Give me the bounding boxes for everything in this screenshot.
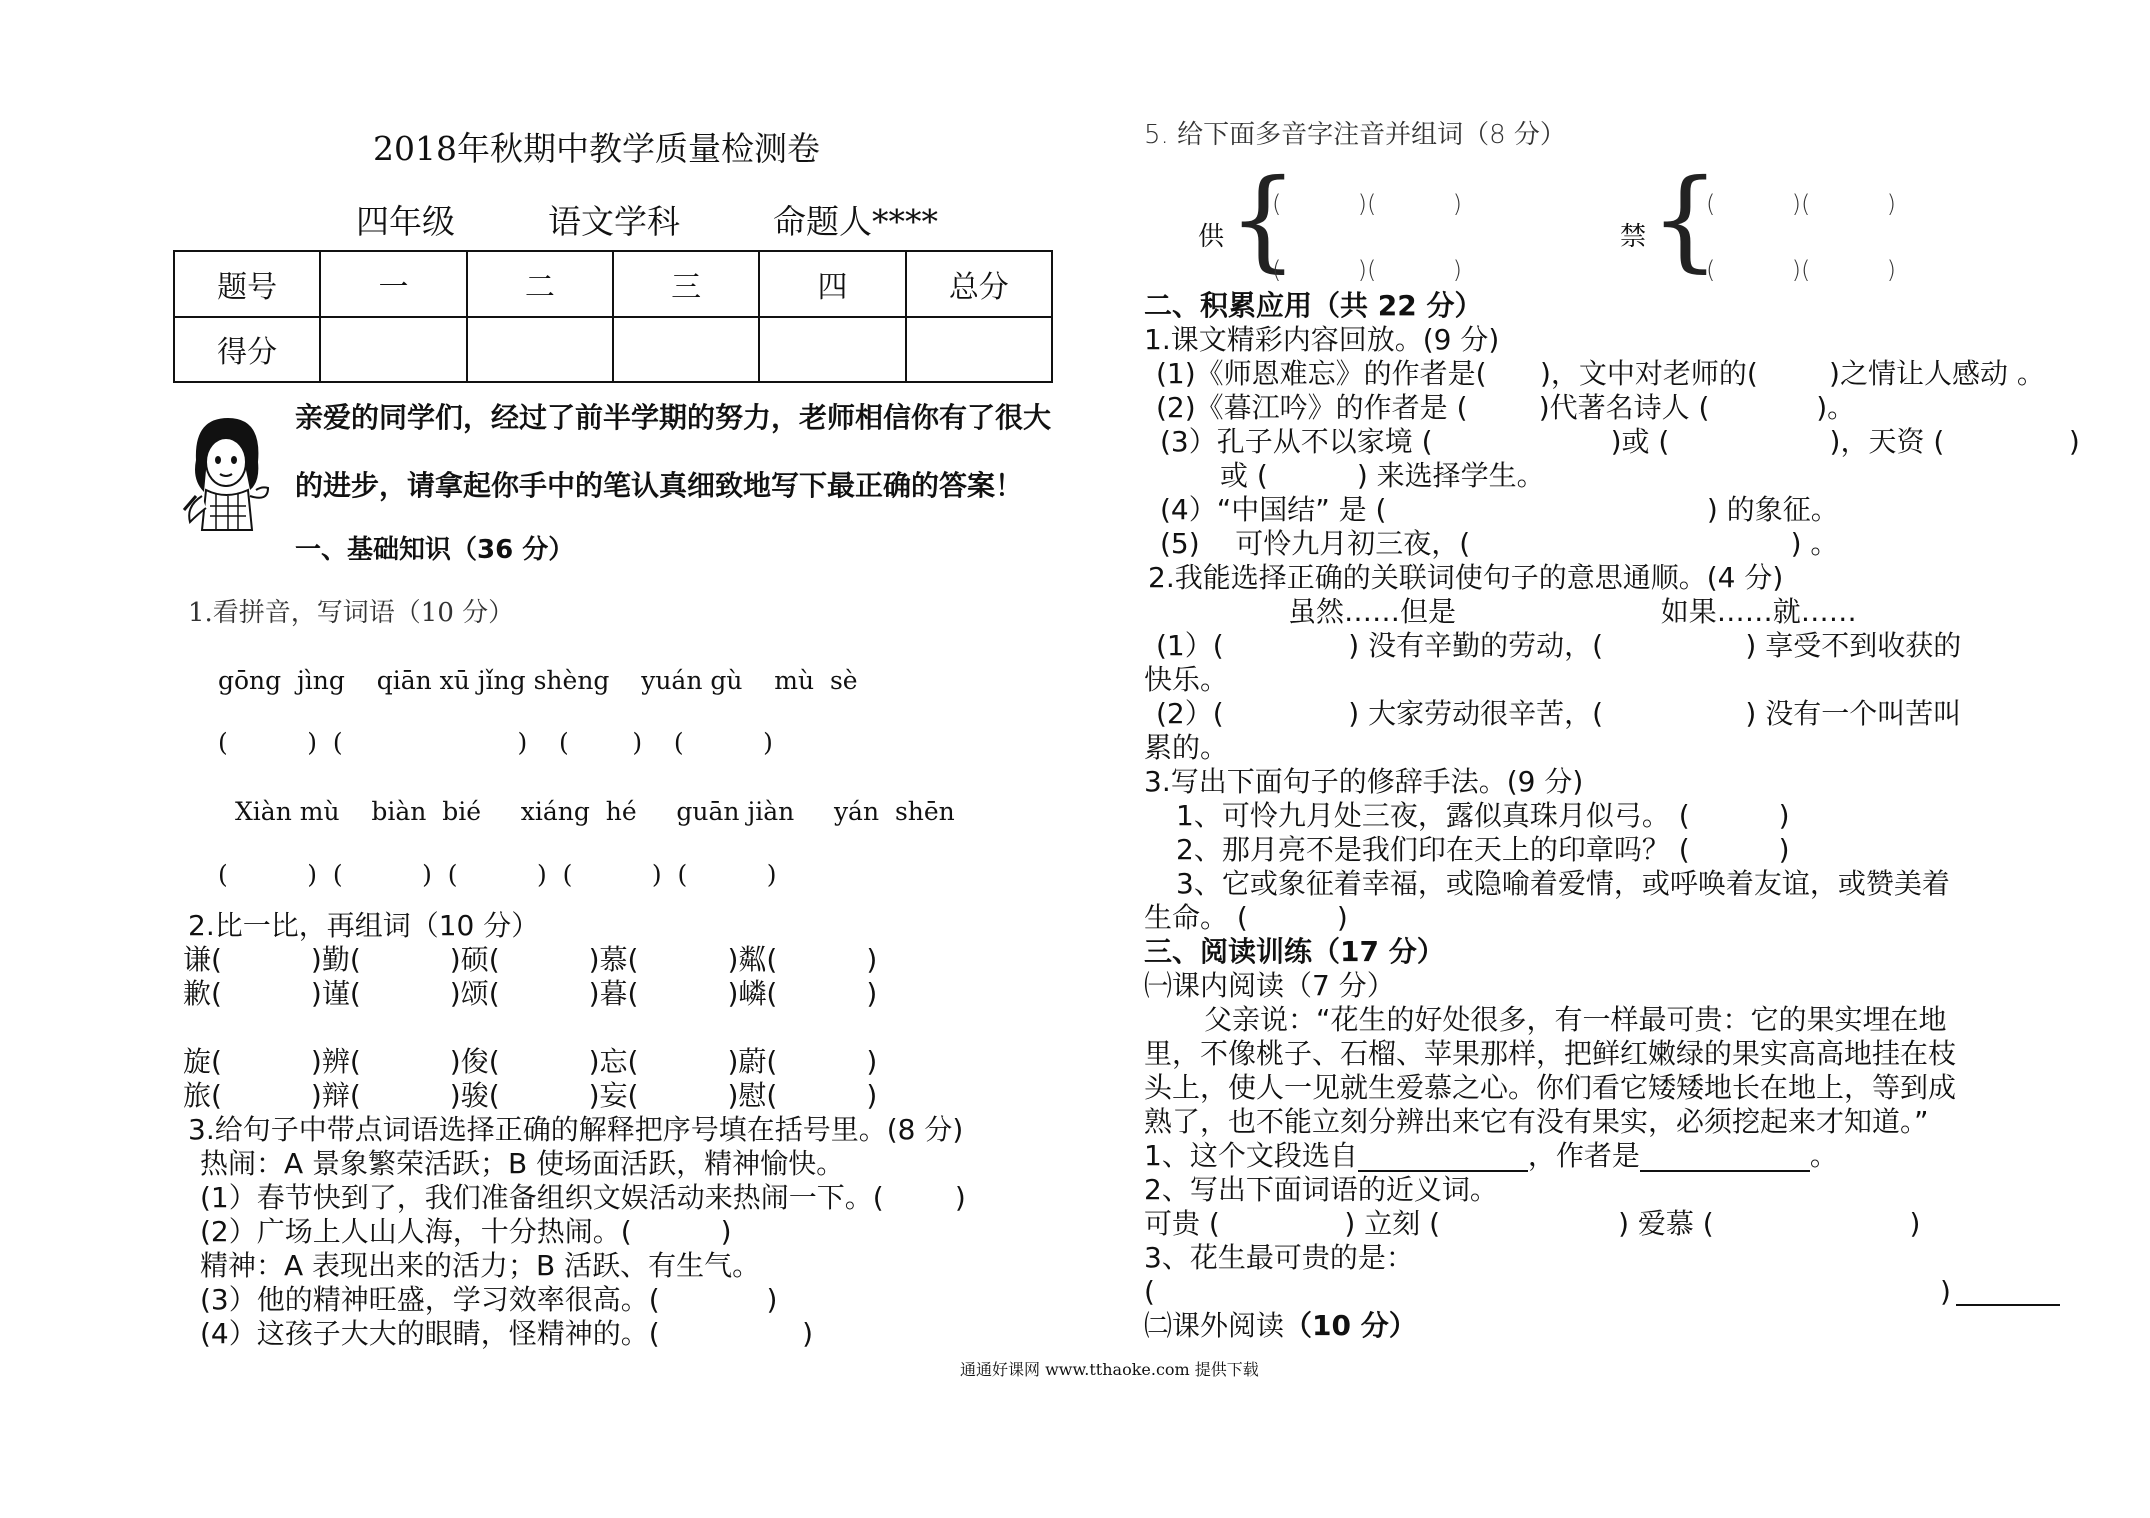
question-title: 3.给句子中带点词语选择正确的解释把序号填在括号里。(8 分) [188, 1113, 964, 1146]
question-line[interactable]: (1)《师恩难忘》的作者是( )，文中对老师的( )之情让人感动 。 [1156, 357, 2045, 390]
question-line[interactable]: (5) 可怜九月初三夜，( ) 。 [1160, 527, 1839, 560]
subsection-heading: ㈠课内阅读（7 分） [1144, 969, 1395, 1002]
question-line[interactable]: (1）( ) 没有辛勤的劳动，( ) 享受不到收获的 [1156, 629, 1962, 662]
polyphone-char: 禁 [1620, 222, 1647, 252]
answer-blank-row[interactable]: ( ) ( ) ( ) ( ) [218, 728, 773, 757]
table-cell: 得分 [174, 317, 320, 383]
greeting-line: 的进步，请拿起你手中的笔认真细致地写下最正确的答案！ [295, 469, 1024, 502]
question-line[interactable]: 生命。 ( ) [1144, 901, 1348, 934]
section-heading: 一、基础知识（36 分） [295, 535, 575, 565]
table-cell: 总分 [906, 251, 1052, 317]
word-row[interactable]: 旋( )辨( )俊( )忘( )蔚( ) [183, 1045, 878, 1078]
passage-line: 里，不像桃子、石榴、苹果那样，把鲜红嫩绿的果实高高地挂在枝 [1144, 1037, 1957, 1070]
passage-line: 头上，使人一见就生爱慕之心。你们看它矮矮地长在地上，等到成 [1144, 1071, 1957, 1104]
author-label: 命题人**** [773, 202, 938, 241]
question-line: 3、它或象征着幸福，或隐喻着爱情，或呼唤着友谊，或赞美着 [1176, 867, 1950, 900]
score-input-cell[interactable] [906, 317, 1052, 383]
grade-label: 四年级 [356, 202, 455, 241]
subsection-label: ㈡课外阅读 [1144, 1309, 1285, 1342]
word-row[interactable]: 谦( )勤( )硕( )慕( )粼( ) [183, 943, 878, 976]
question-title: 2.比一比，再组词（10 分） [188, 909, 540, 942]
score-input-cell[interactable] [759, 317, 905, 383]
question-line[interactable]: (4）“中国结” 是 ( ) 的象征。 [1160, 493, 1839, 526]
pinyin-row: Xiàn mù biàn bié xiáng hé guān jiàn yán shēn [235, 797, 955, 826]
question-title: 2、写出下面词语的近义词。 [1144, 1173, 1498, 1206]
answer-underline[interactable] [1956, 1304, 2060, 1306]
question-line[interactable]: 可贵 ( ) 立刻 ( ) 爱慕 ( ) [1144, 1207, 1921, 1240]
table-cell: 题号 [174, 251, 320, 317]
question-line: 热闹：A 景象繁荣活跃；B 使场面活跃，精神愉快。 [200, 1147, 845, 1180]
score-table [173, 250, 1053, 383]
question-line[interactable]: (2)《暮江吟》的作者是 ( )代著名诗人 ( )。 [1156, 391, 1856, 424]
girl-illustration [176, 410, 276, 538]
question-line[interactable]: 或 ( ) 来选择学生。 [1220, 459, 1545, 492]
subsection-heading [1144, 1310, 1417, 1342]
table-cell: 三 [613, 251, 759, 317]
polyphone-char: 供 [1198, 222, 1225, 252]
question-line: 精神：A 表现出来的活力；B 活跃、有生气。 [200, 1249, 761, 1282]
question-title: 3、花生最可贵的是： [1144, 1241, 1414, 1274]
answer-blank-row[interactable]: ( )( ) [1706, 256, 1897, 284]
reading-question-1 [1144, 1140, 1838, 1172]
passage-line: 父亲说：“花生的好处很多，有一样最可贵：它的果实埋在地 [1204, 1003, 1947, 1036]
question-text: 1、这个文段选自 [1144, 1139, 1358, 1172]
question-line[interactable]: (2）广场上人山人海，十分热闹。( ) [200, 1215, 732, 1248]
question-text: ，作者是 [1527, 1139, 1640, 1172]
question-title: 3.写出下面句子的修辞手法。(9 分) [1144, 765, 1584, 798]
answer-underline[interactable] [1358, 1144, 1528, 1172]
table-cell: 四 [759, 251, 905, 317]
paren-open: ( [1144, 1275, 1155, 1308]
answer-underline[interactable] [1640, 1144, 1810, 1172]
subsection-score: （10 分） [1284, 1309, 1417, 1342]
question-text: 。 [1809, 1139, 1838, 1172]
page-title: 2018年秋期中教学质量检测卷 [373, 129, 820, 168]
pinyin-row: gōng jìng qiān xū jǐng shèng yuán gù mù sè [218, 666, 858, 695]
answer-blank-row[interactable]: ( ) ( ) ( ) ( ) ( ) [218, 860, 777, 889]
score-input-cell[interactable] [467, 317, 613, 383]
conjunction-options: 虽然……但是 如果……就…… [1288, 595, 1857, 628]
answer-blank-row[interactable]: ( )( ) [1272, 190, 1463, 218]
paren-close: ) [1940, 1275, 1951, 1308]
footer-text: 通通好课网 www.tthaoke.com 提供下载 [960, 1360, 1259, 1379]
question-line: 快乐。 [1144, 663, 1229, 696]
section-heading: 二、积累应用（共 22 分） [1144, 289, 1483, 322]
table-cell: 二 [467, 251, 613, 317]
score-input-cell[interactable] [320, 317, 466, 383]
brace-icon: { [1228, 155, 1298, 283]
brace-icon: { [1650, 155, 1720, 283]
answer-blank-row[interactable]: ( )( ) [1706, 190, 1897, 218]
question-title: 1.课文精彩内容回放。(9 分) [1144, 323, 1500, 356]
greeting-line: 亲爱的同学们，经过了前半学期的努力，老师相信你有了很大 [295, 401, 1052, 434]
subject-label: 语文学科 [548, 202, 680, 241]
question-title: 5. 给下面多音字注音并组词（8 分） [1144, 120, 1566, 150]
word-row[interactable]: 旅( )辩( )骏( )妄( )慰( ) [183, 1079, 878, 1112]
question-line[interactable]: 2、那月亮不是我们印在天上的印章吗？ ( ) [1176, 833, 1790, 866]
table-cell: 一 [320, 251, 466, 317]
question-line[interactable]: (4）这孩子大大的眼睛，怪精神的。( ) [200, 1317, 813, 1350]
passage-line: 熟了，也不能立刻分辨出来它有没有果实，必须挖起来才知道。” [1144, 1105, 1929, 1138]
answer-blank-row[interactable]: ( )( ) [1272, 256, 1463, 284]
question-line[interactable]: 1、可怜九月处三夜，露似真珠月似弓。 ( ) [1176, 799, 1790, 832]
question-line: 累的。 [1144, 731, 1229, 764]
question-line[interactable]: (3）孔子从不以家境 ( )或 ( )，天资 ( ) [1160, 425, 2080, 458]
section-heading: 三、阅读训练（17 分） [1144, 935, 1445, 968]
score-input-cell[interactable] [613, 317, 759, 383]
word-row[interactable]: 歉( )谨( )颂( )暮( )嶙( ) [183, 977, 878, 1010]
question-title: 2.我能选择正确的关联词使句子的意思通顺。(4 分) [1148, 561, 1784, 594]
question-line[interactable]: (3）他的精神旺盛，学习效率很高。( ) [200, 1283, 778, 1316]
question-title: 1.看拼音，写词语（10 分） [188, 598, 515, 628]
question-line[interactable]: (1）春节快到了，我们准备组织文娱活动来热闹一下。( ) [200, 1181, 966, 1214]
question-line[interactable]: (2）( ) 大家劳动很辛苦，( ) 没有一个叫苦叫 [1156, 697, 1962, 730]
